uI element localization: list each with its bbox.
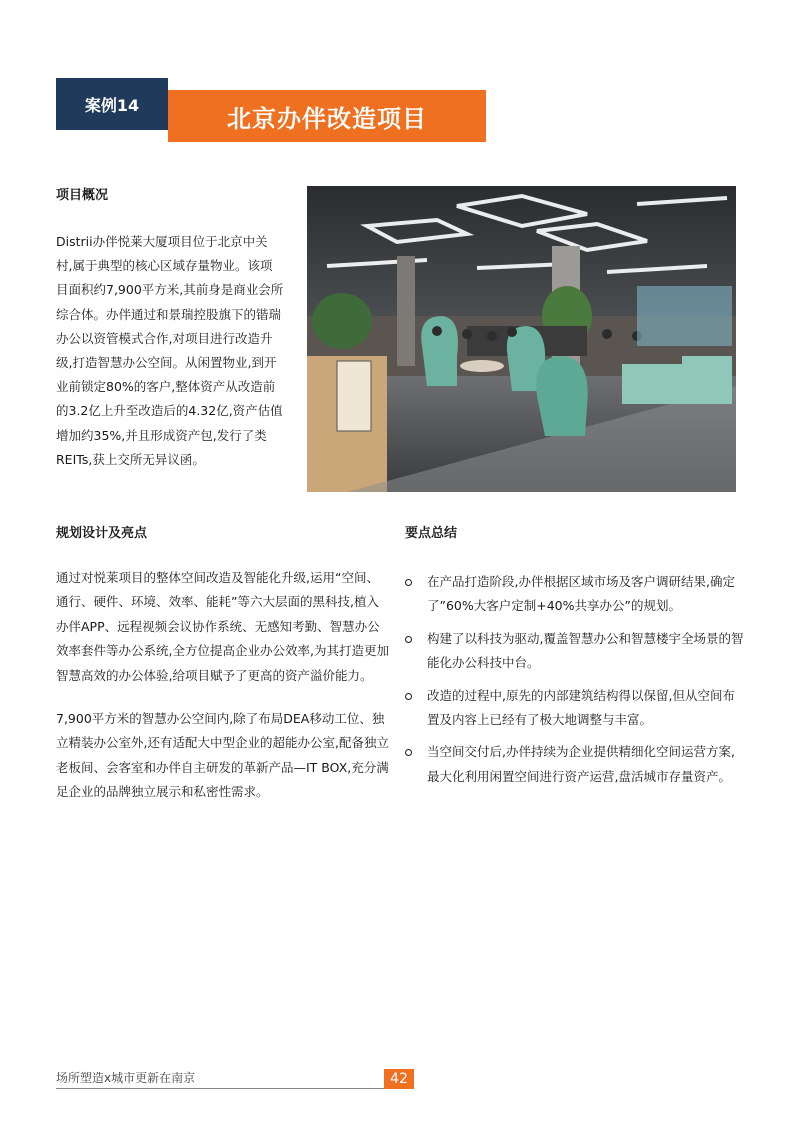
circle-bullet-icon — [405, 579, 412, 586]
design-paragraph: 通过对悦莱项目的整体空间改造及智能化升级,运用“空间、通行、硬件、环境、效率、能耗”等六大层面的黑科技,植入办伴APP、远程视频会议协作系统、无感知考勤、智慧办公效率套件等办公系统,全方位提高企业办公效率,为其打造更加智慧高效的办公体验,给项目赋予了更高的资产溢价能力。 — [56, 570, 389, 683]
summary-item: 在产品打造阶段,办伴根据区域市场及客户调研结果,确定了”60%大客户定制+40%共享办公”的规划。 — [405, 570, 745, 619]
office-lounge-photo — [307, 186, 736, 492]
footer-divider — [56, 1088, 414, 1089]
overview-text: Distrii办伴悦莱大厦项目位于北京中关村,属于典型的核心区域存量物业。该项目面积约7,900平方米,其前身是商业会所综合体。办伴通过和景瑞控股旗下的锴瑞办公以资管模式合作,对项目进行改造升级,打造智慧办公空间。从闲置物业,到开业前锁定80%的客户,整体资产从改造前的3.2亿上升至改造后的4.32亿,资产估值增加约35%,并且形成资产包,发行了类REITs,获上交所无异议函。 — [56, 234, 284, 467]
summary-item: 构建了以科技为驱动,覆盖智慧办公和智慧楼宇全场景的智能化办公科技中台。 — [405, 627, 745, 676]
design-heading: 规划设计及亮点 — [56, 526, 148, 541]
design-paragraph: 7,900平方米的智慧办公空间内,除了布局DEA移动工位、独立精装办公室外,还有适配大中型企业的超能办公室,配备独立老板间、会客室和办伴自主研发的革新产品—IT BOX,充分满足企业的品牌独立展示和私密性需求。 — [56, 711, 389, 800]
page-number: 42 — [384, 1069, 414, 1089]
design-body — [56, 566, 391, 824]
summary-item: 当空间交付后,办伴持续为企业提供精细化空间运营方案,最大化利用闲置空间进行资产运营,盘活城市存量资产。 — [405, 740, 745, 789]
summary-item: 改造的过程中,原先的内部建筑结构得以保留,但从空间布置及内容上已经有了极大地调整与丰富。 — [405, 684, 745, 733]
circle-bullet-icon — [405, 749, 412, 756]
circle-bullet-icon — [405, 693, 412, 700]
overview-heading: 项目概况 — [56, 188, 109, 203]
footer-title: 场所塑造x城市更新在南京 — [56, 1071, 196, 1085]
page-title: 北京办伴改造项目 — [168, 90, 486, 142]
circle-bullet-icon — [405, 636, 412, 643]
summary-heading: 要点总结 — [405, 526, 458, 541]
case-label: 案例14 — [56, 78, 168, 130]
summary-list — [405, 570, 745, 797]
